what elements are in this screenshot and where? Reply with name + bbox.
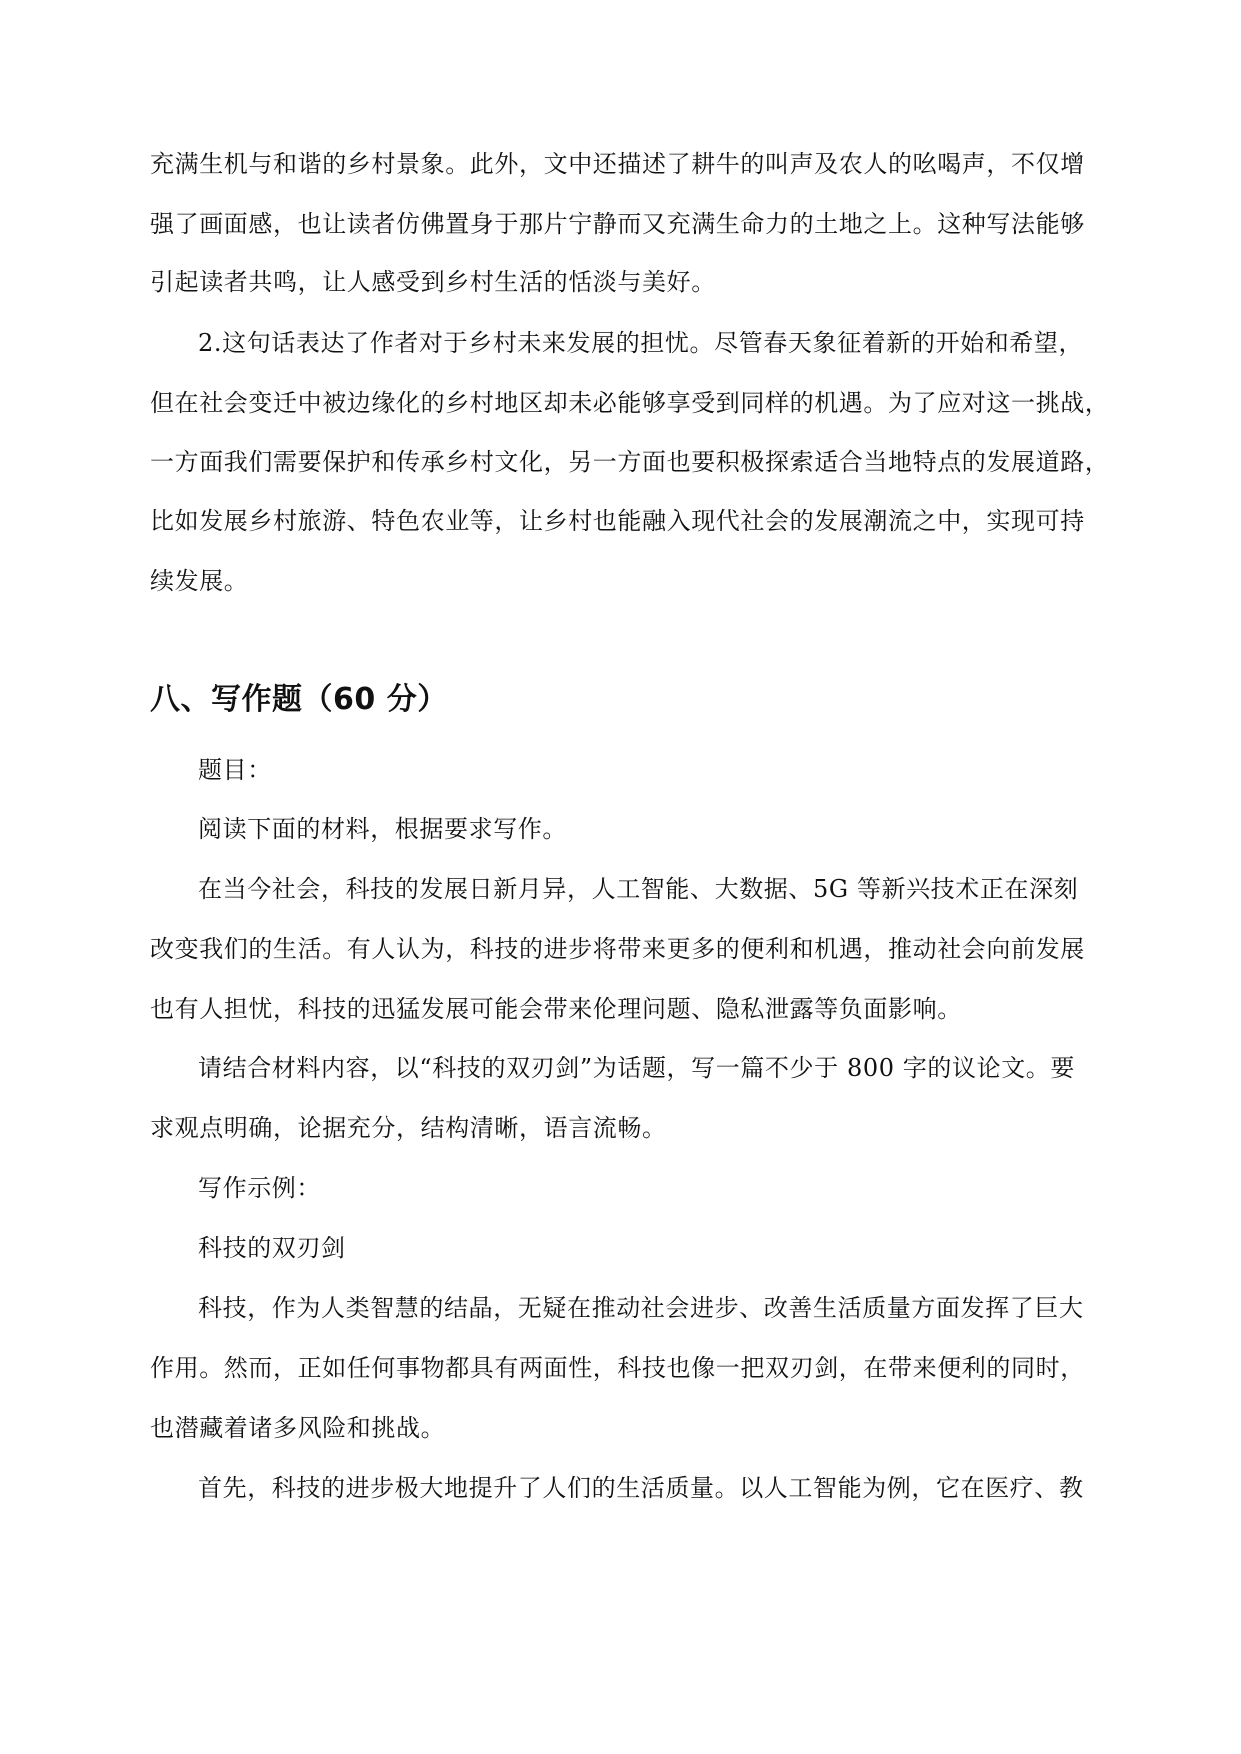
text-line: 求观点明确，论据充分，结构清晰，语言流畅。 xyxy=(150,1114,667,1142)
prompt-label: 题目： xyxy=(198,756,272,784)
essay-title: 科技的双刃剑 xyxy=(198,1234,346,1262)
text-line: 请结合材料内容，以“科技的双刃剑”为话题，写一篇不少于 800 字的议论文。要 xyxy=(198,1054,1076,1082)
text-line: 作用。然而，正如任何事物都具有两面性，科技也像一把双刃剑，在带来便利的同时， xyxy=(150,1354,1085,1382)
section-heading: 八、写作题（60 分） xyxy=(150,682,448,717)
text-line: 也潜藏着诸多风险和挑战。 xyxy=(150,1414,446,1442)
text-line: 强了画面感，也让读者仿佛置身于那片宁静而又充满生命力的土地之上。这种写法能够 xyxy=(150,210,1085,238)
text-line: 引起读者共鸣，让人感受到乡村生活的恬淡与美好。 xyxy=(150,268,716,296)
document-page xyxy=(150,0,1110,1754)
text-line: 2.这句话表达了作者对于乡村未来发展的担忧。尽管春天象征着新的开始和希望， xyxy=(198,329,1084,357)
text-line: 比如发展乡村旅游、特色农业等，让乡村也能融入现代社会的发展潮流之中，实现可持 xyxy=(150,507,1085,535)
text-line: 改变我们的生活。有人认为，科技的进步将带来更多的便利和机遇，推动社会向前发展 xyxy=(150,935,1085,963)
text-line: 科技，作为人类智慧的结晶，无疑在推动社会进步、改善生活质量方面发挥了巨大 xyxy=(198,1294,1084,1322)
text-line: 在当今社会，科技的发展日新月异，人工智能、大数据、5G 等新兴技术正在深刻 xyxy=(198,875,1079,903)
example-label: 写作示例： xyxy=(198,1174,321,1202)
text-line: 但在社会变迁中被边缘化的乡村地区却未必能够享受到同样的机遇。为了应对这一挑战， xyxy=(150,389,1110,417)
text-line: 充满生机与和谐的乡村景象。此外，文中还描述了耕牛的叫声及农人的吆喝声，不仅增 xyxy=(150,150,1085,178)
text-line: 也有人担忧，科技的迅猛发展可能会带来伦理问题、隐私泄露等负面影响。 xyxy=(150,995,962,1023)
text-line: 一方面我们需要保护和传承乡村文化，另一方面也要积极探索适合当地特点的发展道路， xyxy=(150,448,1110,476)
instruction-text: 阅读下面的材料，根据要求写作。 xyxy=(198,815,567,843)
text-line: 续发展。 xyxy=(150,567,249,595)
text-line: 首先，科技的进步极大地提升了人们的生活质量。以人工智能为例，它在医疗、教 xyxy=(198,1474,1084,1502)
